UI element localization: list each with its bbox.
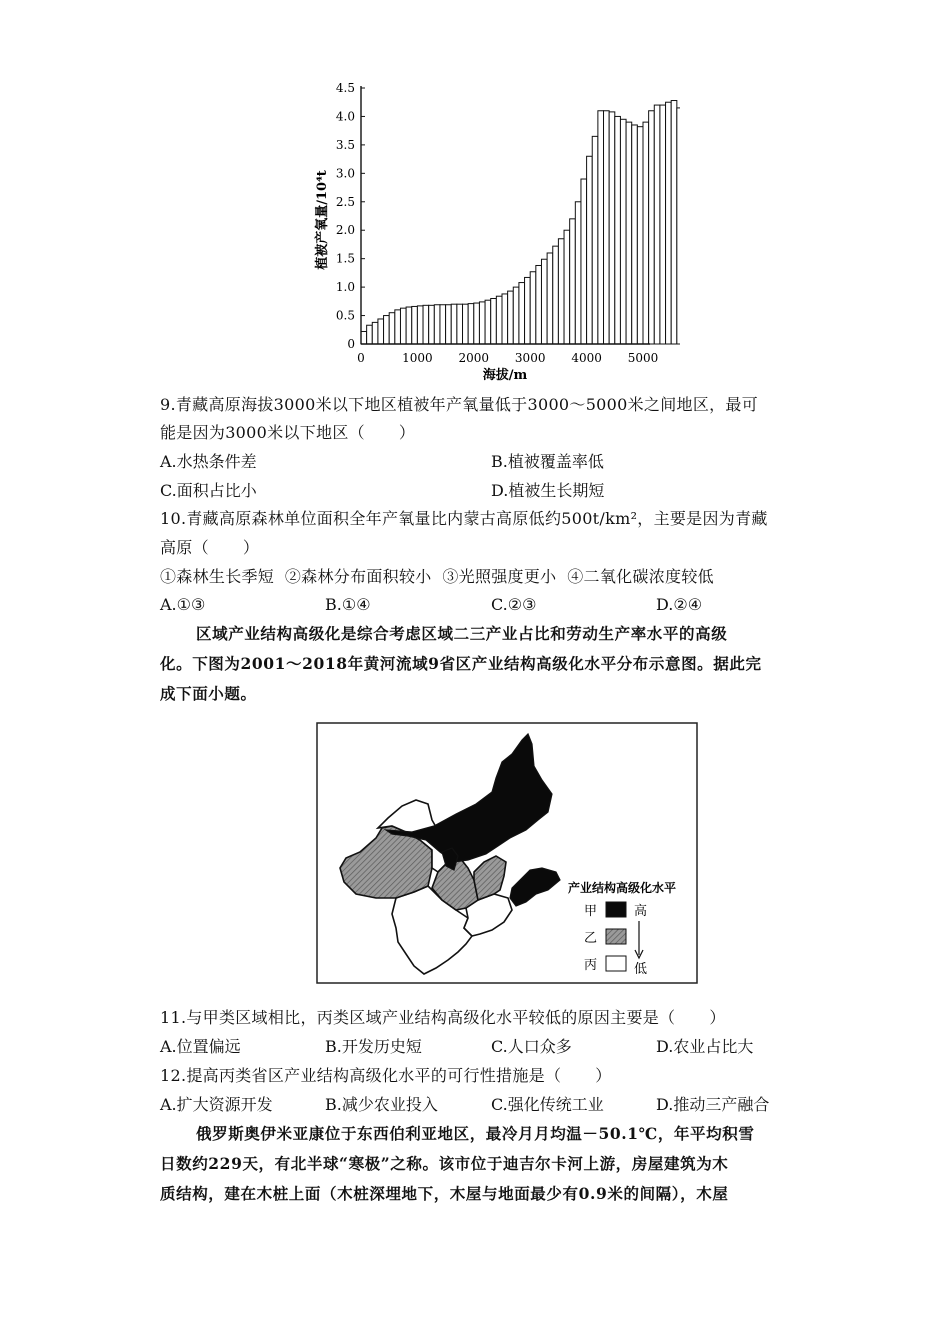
q9-stem-text: 能是因为3000米以下地区（ xyxy=(160,423,365,442)
x-tick-label: 2000 xyxy=(458,351,490,365)
chart-bar xyxy=(637,127,643,344)
legend-label-jia: 甲 xyxy=(584,904,598,919)
passage3-line1: 俄罗斯奥伊米亚康位于东西伯利亚地区，最冷月月均温－50.1℃，年平均积雪 xyxy=(196,1124,755,1143)
q12-stem xyxy=(160,1065,612,1087)
y-tick-label: 2.5 xyxy=(335,194,355,209)
x-tick-label: 3000 xyxy=(514,351,546,365)
chart-bar xyxy=(429,305,435,344)
chart-bars xyxy=(361,101,680,344)
legend-label-yi: 乙 xyxy=(584,931,598,946)
q12-option-b[interactable]: B.减少农业投入 xyxy=(325,1095,438,1114)
chart-bar xyxy=(446,305,452,344)
q11-option-c[interactable]: C.人口众多 xyxy=(491,1037,572,1056)
chart-bar xyxy=(525,277,531,344)
chart-bar xyxy=(609,112,615,344)
q9-stem-close: ） xyxy=(398,423,416,442)
y-tick-label: 1.0 xyxy=(335,280,355,295)
chart-bar xyxy=(384,316,390,344)
chart-bar xyxy=(463,304,469,344)
passage3-line3: 质结构，建在木桩上面（木桩深埋地下，木屋与地面最少有0.9米的间隔），木屋 xyxy=(160,1184,729,1203)
q10-option-c[interactable]: C.②③ xyxy=(491,595,537,614)
legend-swatch-yi xyxy=(606,929,626,944)
chart-bar xyxy=(417,306,423,344)
y-tick-label: 3.5 xyxy=(335,137,355,152)
q11-option-b[interactable]: B.开发历史短 xyxy=(325,1037,422,1056)
chart-bar xyxy=(598,111,604,344)
chart-bar xyxy=(564,230,570,344)
chart-bar xyxy=(457,304,463,344)
y-tick-label: 0 xyxy=(347,337,355,351)
passage2-line3: 成下面小题。 xyxy=(160,684,257,703)
chart-bar xyxy=(434,305,440,344)
chart-bar xyxy=(502,294,508,344)
chart-bar xyxy=(558,239,564,344)
chart-bar xyxy=(530,272,536,344)
q10-option-d[interactable]: D.②④ xyxy=(656,595,703,614)
chart-bar xyxy=(536,265,542,344)
q11-stem xyxy=(160,1007,726,1029)
chart-bar xyxy=(671,101,677,344)
y-tick-label: 4.0 xyxy=(335,109,355,124)
chart-bar xyxy=(666,102,672,344)
chart-bar xyxy=(660,105,666,344)
oxygen-altitude-chart xyxy=(300,70,680,390)
y-tick-label: 0.5 xyxy=(335,308,355,323)
y-tick-label: 4.5 xyxy=(335,81,355,95)
legend-swatch-jia xyxy=(606,902,626,917)
q10-stem-text: 高原（ xyxy=(160,538,209,557)
q10-option-b[interactable]: B.①④ xyxy=(325,595,371,614)
chart-bar xyxy=(361,331,367,344)
legend-label-bing: 丙 xyxy=(584,958,598,973)
q10-stem-close: ） xyxy=(242,538,260,557)
chart-bar xyxy=(541,259,547,344)
x-axis-label: 海拔/m xyxy=(482,368,528,383)
chart-bar xyxy=(451,304,457,344)
q9-option-b[interactable]: B.植被覆盖率低 xyxy=(491,452,604,471)
yellow-river-map xyxy=(316,722,698,984)
q12-option-c[interactable]: C.强化传统工业 xyxy=(491,1095,604,1114)
chart-bar xyxy=(587,156,593,344)
q11-option-a[interactable]: A.位置偏远 xyxy=(160,1037,241,1056)
chart-bar xyxy=(677,108,680,344)
q11-option-d[interactable]: D.农业占比大 xyxy=(656,1037,754,1056)
y-tick-label: 1.5 xyxy=(335,251,355,266)
q12-option-d[interactable]: D.推动三产融合 xyxy=(656,1095,770,1114)
chart-bar xyxy=(389,313,395,344)
y-axis-label: 植被产氧量/10⁴t xyxy=(315,170,330,270)
q9-option-c[interactable]: C.面积占比小 xyxy=(160,481,257,500)
q9-stem-line2 xyxy=(160,422,415,444)
q10-stem-line1: 10.青藏高原森林单位面积全年产氧量比内蒙古高原低约500t/km²，主要是因为青藏 xyxy=(160,509,768,528)
q11-stem-text: 11.与甲类区域相比，丙类区域产业结构高级化水平较低的原因主要是（ xyxy=(160,1008,676,1027)
chart-bar xyxy=(649,111,655,344)
chart-bar xyxy=(485,300,491,344)
chart-bar xyxy=(474,303,480,344)
q10-option-a[interactable]: A.①③ xyxy=(160,595,206,614)
chart-bar xyxy=(491,298,497,344)
chart-bar xyxy=(581,179,587,344)
legend-label-high: 高 xyxy=(634,904,648,919)
chart-bar xyxy=(604,111,610,344)
chart-bar xyxy=(479,302,485,344)
chart-bar xyxy=(620,119,626,344)
chart-bar xyxy=(615,116,621,344)
q9-option-a[interactable]: A.水热条件差 xyxy=(160,452,257,471)
chart-bar xyxy=(626,122,632,344)
chart-bar xyxy=(412,306,418,344)
chart-bar xyxy=(496,296,502,344)
chart-bar xyxy=(513,287,519,344)
passage2-line2: 化。下图为2001～2018年黄河流域9省区产业结构高级化水平分布示意图。据此完 xyxy=(160,654,762,673)
q9-option-d[interactable]: D.植被生长期短 xyxy=(491,481,605,500)
q12-option-a[interactable]: A.扩大资源开发 xyxy=(160,1095,273,1114)
chart-bar xyxy=(570,219,576,344)
chart-bar xyxy=(400,308,406,344)
chart-bar xyxy=(378,319,384,344)
chart-bar xyxy=(553,246,559,344)
chart-bar xyxy=(395,310,401,344)
legend-label-low: 低 xyxy=(634,962,648,977)
q12-stem-close: ） xyxy=(595,1066,612,1085)
q9-stem-line1: 9.青藏高原海拔3000米以下地区植被年产氧量低于3000～5000米之间地区，最可 xyxy=(160,395,759,414)
chart-bar xyxy=(367,325,373,344)
chart-bar xyxy=(519,283,525,344)
passage3-line2: 日数约229天，有北半球“寒极”之称。该市位于迪吉尔卡河上游，房屋建筑为木 xyxy=(160,1154,729,1173)
chart-bar xyxy=(643,122,649,344)
q12-stem-text: 12.提高丙类省区产业结构高级化水平的可行性措施是（ xyxy=(160,1066,562,1085)
q11-stem-close: ） xyxy=(709,1008,726,1027)
x-tick-label: 1000 xyxy=(402,351,433,365)
chart-bar xyxy=(423,305,429,344)
x-tick-labels xyxy=(357,351,658,365)
chart-bar xyxy=(440,305,446,344)
chart-bar xyxy=(508,291,514,344)
chart-bar xyxy=(547,253,553,344)
chart-bar xyxy=(592,136,598,344)
legend-swatch-bing xyxy=(606,956,626,971)
y-tick-label: 2.0 xyxy=(335,223,355,238)
y-tick-label: 3.0 xyxy=(335,166,355,181)
chart-bar xyxy=(468,304,474,344)
chart-bar xyxy=(632,125,638,344)
x-tick-label: 5000 xyxy=(627,351,659,365)
legend-title: 产业结构高级化水平 xyxy=(568,881,677,895)
q10-statements: ①森林生长季短 ②森林分布面积较小 ③光照强度更小 ④二氧化碳浓度较低 xyxy=(160,567,714,586)
passage2-line1: 区域产业结构高级化是综合考虑区域二三产业占比和劳动生产率水平的高级 xyxy=(196,624,728,643)
chart-bar xyxy=(372,322,378,344)
x-tick-label: 4000 xyxy=(571,351,602,365)
chart-bar xyxy=(406,307,412,344)
chart-bar xyxy=(654,105,660,344)
x-tick-label: 0 xyxy=(357,351,365,365)
chart-bar xyxy=(575,202,581,344)
q10-stem-line2 xyxy=(160,537,259,559)
